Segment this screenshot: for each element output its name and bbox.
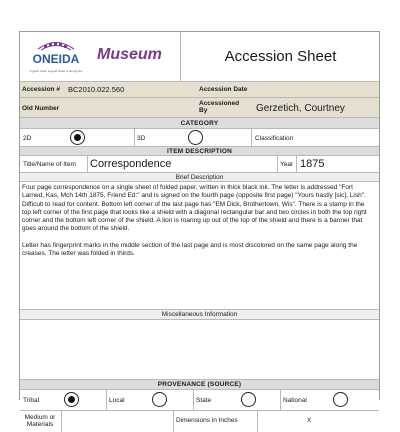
accessioned-by-value[interactable]: Gerzetich, Courtney bbox=[256, 103, 345, 114]
divider bbox=[106, 390, 107, 410]
category-3d-label: 3D bbox=[137, 135, 146, 142]
divider bbox=[134, 129, 135, 146]
divider bbox=[193, 390, 194, 410]
category-header: CATEGORY bbox=[20, 118, 379, 129]
divider bbox=[280, 390, 281, 410]
classification-label: Classification bbox=[255, 135, 294, 142]
provenance-local-label: Local bbox=[109, 397, 125, 404]
dimensions-label: Dimensions in Inches bbox=[176, 417, 238, 424]
brief-paragraph-1: Four page correspondence on a single sheet of folded paper, written in thick black ink. The letter is addressed "Fort Larned, Kas, Mch 14th 1875, Friend Ed:" and is signed on the fourth page (opposite first page) "Yours hastly [sic], Lish". Difficult to read for content. Bottom left corner of the last page has "EM Dick, Brothertown, Wis". There is a stamp in the top left corner of the first page that looks like a shield with a diagonal rectangular bar and two circles in both the top right corner and the bottom left corner of the shield. A lion is roaring up out of the top of the shield and there is a banner that goes around the bottom of the shield. bbox=[22, 184, 367, 233]
sheet-header bbox=[20, 32, 379, 82]
old-number-row bbox=[20, 98, 379, 118]
accession-number-value[interactable]: BC2010.022.560 bbox=[68, 85, 125, 94]
title-label: Title/Name of Item bbox=[23, 161, 76, 168]
misc-info-label: Miscellaneous Information bbox=[20, 310, 379, 320]
oneida-wordmark: ONEIDA bbox=[32, 52, 80, 66]
oneida-logo-icon bbox=[20, 32, 92, 82]
category-row bbox=[20, 129, 379, 147]
old-number-label: Old Number bbox=[22, 105, 60, 112]
year-value[interactable]: 1875 bbox=[300, 158, 325, 170]
oneida-logo bbox=[20, 32, 92, 82]
title-value[interactable]: Correspondence bbox=[90, 158, 172, 170]
medium-label: Medium or Materials bbox=[24, 414, 56, 428]
brief-paragraph-2: Letter has fingerprint marks in the middle section of the last page and is most discolored on the same page along the creases. The letter was folded in thirds. bbox=[22, 241, 358, 258]
accession-sheet bbox=[19, 31, 380, 428]
provenance-header: PROVENANCE (SOURCE) bbox=[20, 380, 379, 390]
accessioned-by-label: Accessioned By bbox=[199, 100, 240, 114]
museum-label: Museum bbox=[97, 46, 162, 63]
year-label: Year bbox=[280, 161, 294, 168]
category-2d-label: 2D bbox=[23, 135, 32, 142]
provenance-national-label: National bbox=[283, 397, 307, 404]
provenance-row bbox=[20, 390, 379, 411]
divider bbox=[251, 129, 252, 146]
divider bbox=[257, 411, 258, 432]
divider bbox=[173, 411, 174, 432]
medium-row bbox=[20, 411, 379, 432]
accession-number-label: Accession # bbox=[22, 86, 60, 93]
provenance-tribal-label: Tribal bbox=[23, 397, 40, 404]
brief-description-label: Brief Description bbox=[20, 173, 379, 182]
divider bbox=[61, 411, 62, 432]
category-3d-radio[interactable] bbox=[188, 130, 203, 145]
dimensions-separator: X bbox=[307, 417, 312, 424]
title-row bbox=[20, 156, 379, 173]
divider bbox=[87, 156, 88, 172]
divider bbox=[296, 156, 297, 172]
divider bbox=[277, 156, 278, 172]
category-2d-radio[interactable] bbox=[70, 130, 85, 145]
accession-date-label: Accession Date bbox=[199, 86, 248, 93]
brief-description-text bbox=[22, 184, 373, 266]
page-title: Accession Sheet bbox=[224, 48, 337, 65]
title-cell bbox=[180, 32, 380, 82]
item-description-header: ITEM DESCRIPTION bbox=[20, 147, 379, 156]
accession-number-row bbox=[20, 82, 379, 98]
oneida-tagline: A good mind, a good heart, a strong fire bbox=[29, 69, 83, 73]
brief-description-field[interactable] bbox=[20, 182, 379, 310]
provenance-state-label: State bbox=[196, 397, 212, 404]
misc-info-field[interactable] bbox=[20, 320, 379, 380]
